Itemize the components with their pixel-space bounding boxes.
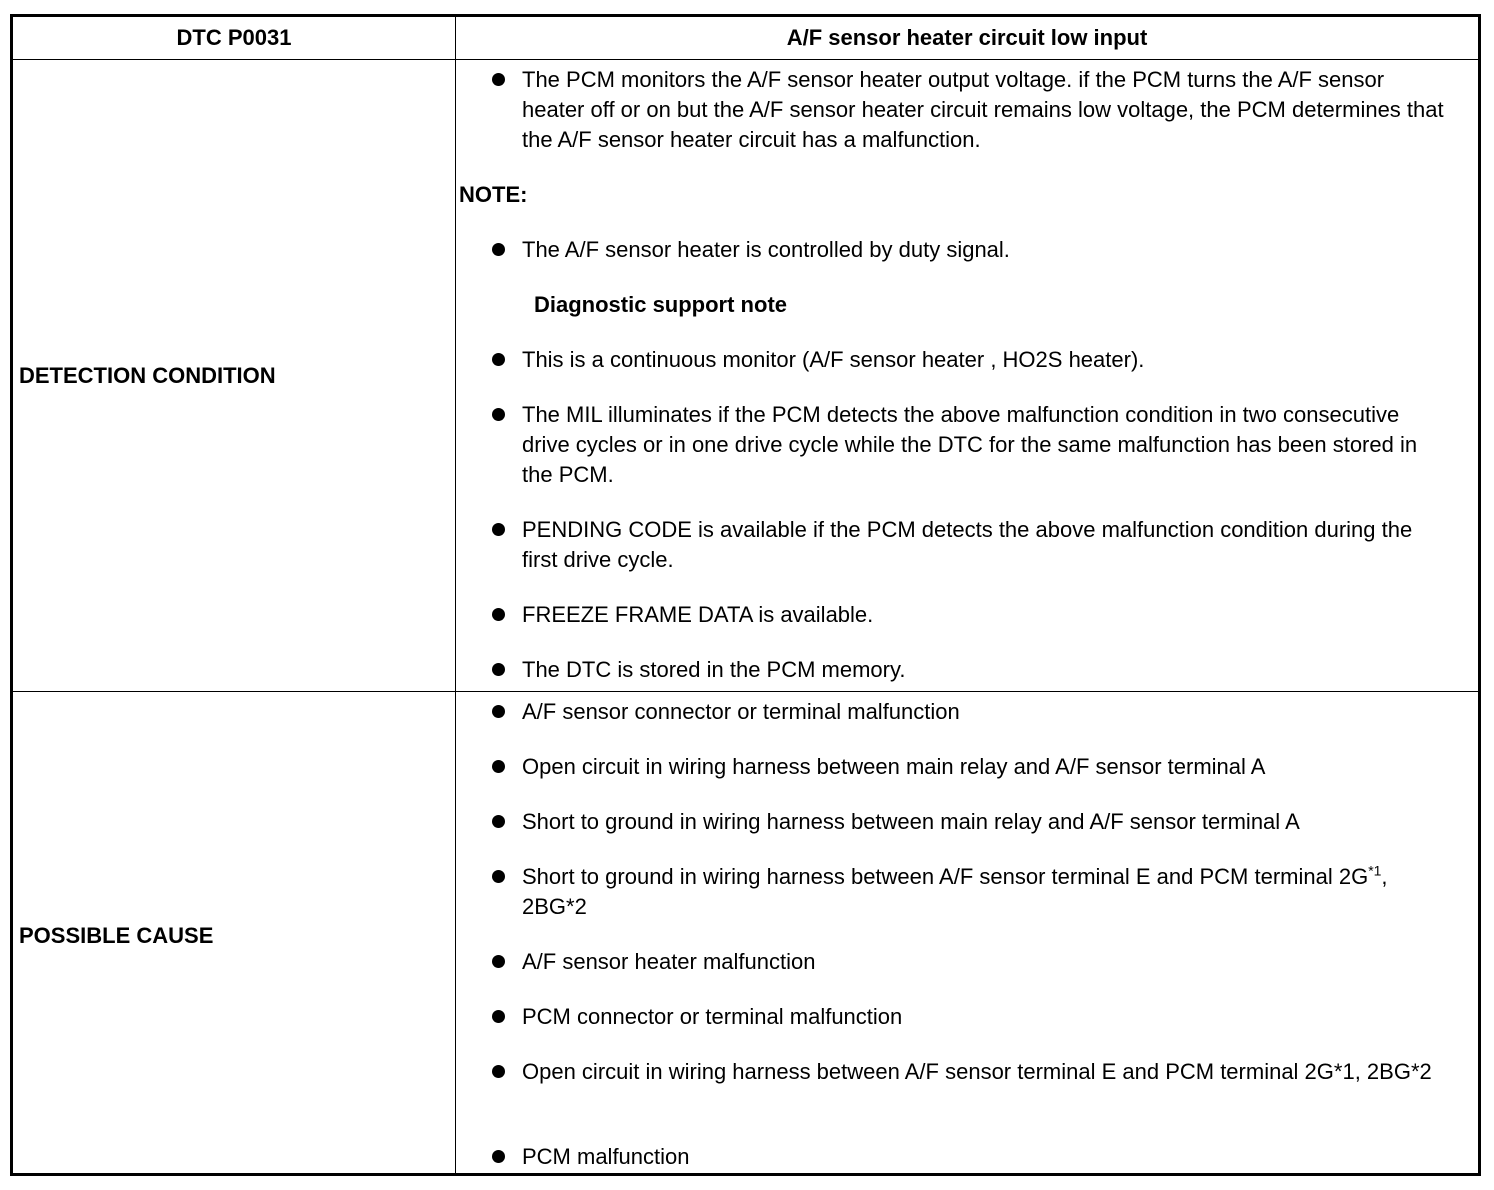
- bullet-icon: [492, 705, 505, 718]
- list-item: The DTC is stored in the PCM memory.: [522, 655, 1452, 685]
- bullet-icon: [492, 353, 505, 366]
- list-item: Open circuit in wiring harness between main relay and A/F sensor terminal A: [522, 752, 1452, 782]
- list-item: PCM connector or terminal malfunction: [522, 1002, 1452, 1032]
- bullet-icon: [492, 1150, 505, 1163]
- header-dtc-code: DTC P0031: [176, 25, 292, 50]
- bullet-icon: [492, 73, 505, 86]
- possible-cause-label: POSSIBLE CAUSE: [19, 923, 214, 948]
- detection-condition-label: DETECTION CONDITION: [19, 363, 276, 388]
- list-item: Short to ground in wiring harness between A/F sensor terminal E and PCM terminal $2G^{*1}$, 2BG*2: [522, 862, 1452, 922]
- list-item: PCM malfunction: [522, 1142, 1452, 1172]
- bullet-icon: [492, 870, 505, 883]
- list-item: The PCM monitors the A/F sensor heater output voltage. if the PCM turns the A/F sensor heater off or on but the A/F sensor heater circuit remains low voltage, the PCM determines that the A/F sensor heater circuit has a malfunction.: [522, 65, 1452, 155]
- list-item: A/F sensor connector or terminal malfunction: [522, 697, 1452, 727]
- list-item: The A/F sensor heater is controlled by duty signal.: [522, 235, 1452, 265]
- bullet-icon: [492, 608, 505, 621]
- bullet-icon: [492, 523, 505, 536]
- bullet-icon: [492, 408, 505, 421]
- list-item: This is a continuous monitor (A/F sensor heater , HO2S heater).: [522, 345, 1452, 375]
- bullet-icon: [492, 955, 505, 968]
- list-item: PENDING CODE is available if the PCM detects the above malfunction condition during the first drive cycle.: [522, 515, 1452, 575]
- list-item: The MIL illuminates if the PCM detects the above malfunction condition in two consecutive drive cycles or in one drive cycle while the DTC for the same malfunction has been stored in the PCM.: [522, 400, 1452, 490]
- list-item: A/F sensor heater malfunction: [522, 947, 1452, 977]
- bullet-icon: [492, 1010, 505, 1023]
- bullet-icon: [492, 243, 505, 256]
- list-item: Open circuit in wiring harness between A/F sensor terminal E and PCM terminal 2G*1, 2BG*2: [522, 1057, 1452, 1087]
- bullet-icon: [492, 1065, 505, 1078]
- bullet-icon: [492, 663, 505, 676]
- header-dtc-title: A/F sensor heater circuit low input: [786, 25, 1148, 50]
- diagnostic-support-label: Diagnostic support note: [534, 292, 787, 317]
- list-item: FREEZE FRAME DATA is available.: [522, 600, 1452, 630]
- list-item: Short to ground in wiring harness between main relay and A/F sensor terminal A: [522, 807, 1452, 837]
- bullet-icon: [492, 760, 505, 773]
- note-label: NOTE:: [459, 182, 528, 207]
- bullet-icon: [492, 815, 505, 828]
